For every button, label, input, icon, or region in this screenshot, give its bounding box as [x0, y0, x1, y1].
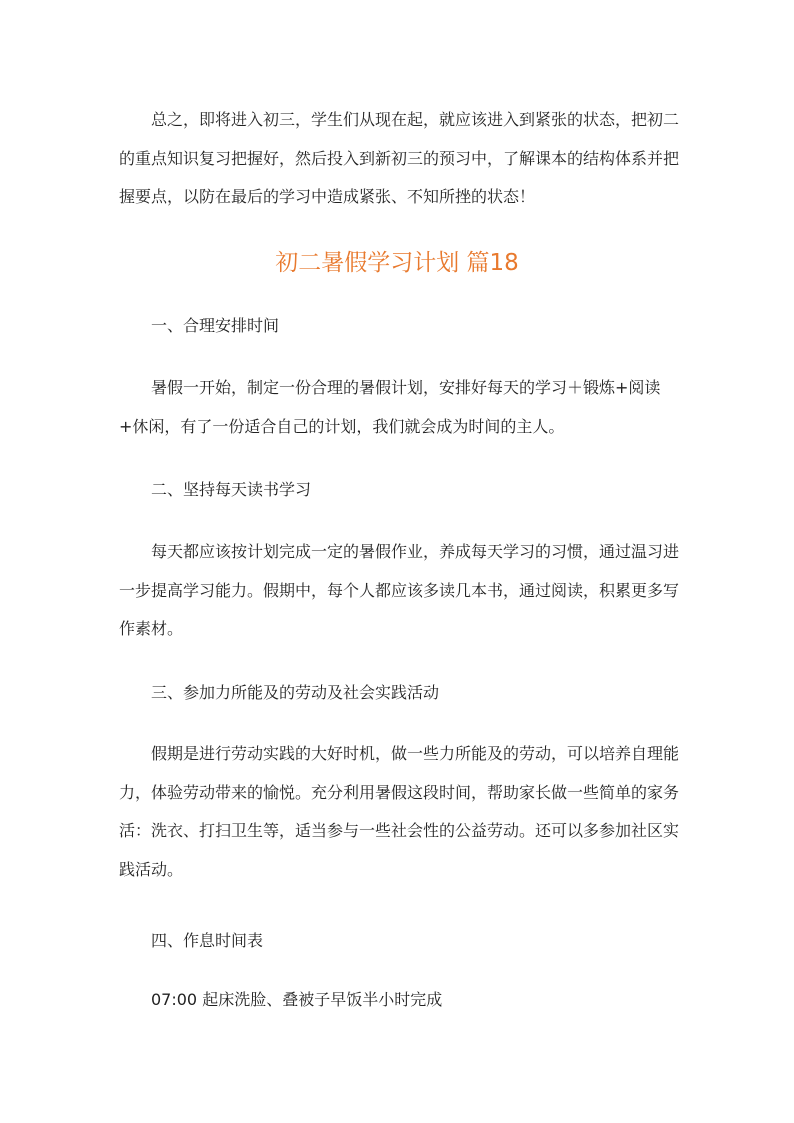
item-heading-4: 四、作息时间表: [151, 931, 264, 950]
item-body-2: 每天都应该按计划完成一定的暑假作业，养成每天学习的习惯，通过温习进一步提高学习能力。假期中，每个人都应该多读几本书，通过阅读，积累更多写作素材。: [119, 542, 680, 638]
section-title: 初二暑假学习计划 篇18: [275, 250, 519, 276]
item-heading-1: 一、合理安排时间: [151, 316, 280, 335]
item-heading-3: 三、参加力所能及的劳动及社会实践活动: [151, 683, 440, 702]
item-body-3: 假期是进行劳动实践的大好时机，做一些力所能及的劳动，可以培养自理能力，体验劳动带来的愉悦。充分利用暑假这段时间，帮助家长做一些简单的家务活：洗衣、打扫卫生等，适当参与一些社会性的公益劳动。还可以多参加社区实践活动。: [119, 744, 680, 879]
item-heading-2: 二、坚持每天读书学习: [151, 480, 312, 499]
item-body-1: 暑假一开始，制定一份合理的暑假计划，安排好每天的学习＋锻炼+阅读+休闲，有了一份适合自己的计划，我们就会成为时间的主人。: [119, 378, 661, 436]
intro-paragraph: 总之，即将进入初三，学生们从现在起，就应该进入到紧张的状态，把初二的重点知识复习把握好，然后投入到新初三的预习中，了解课本的结构体系并把握要点，以防在最后的学习中造成紧张、不知所挫的状态！: [119, 110, 680, 206]
item-body-4: 07:00 起床洗脸、叠被子早饭半小时完成: [151, 990, 443, 1009]
